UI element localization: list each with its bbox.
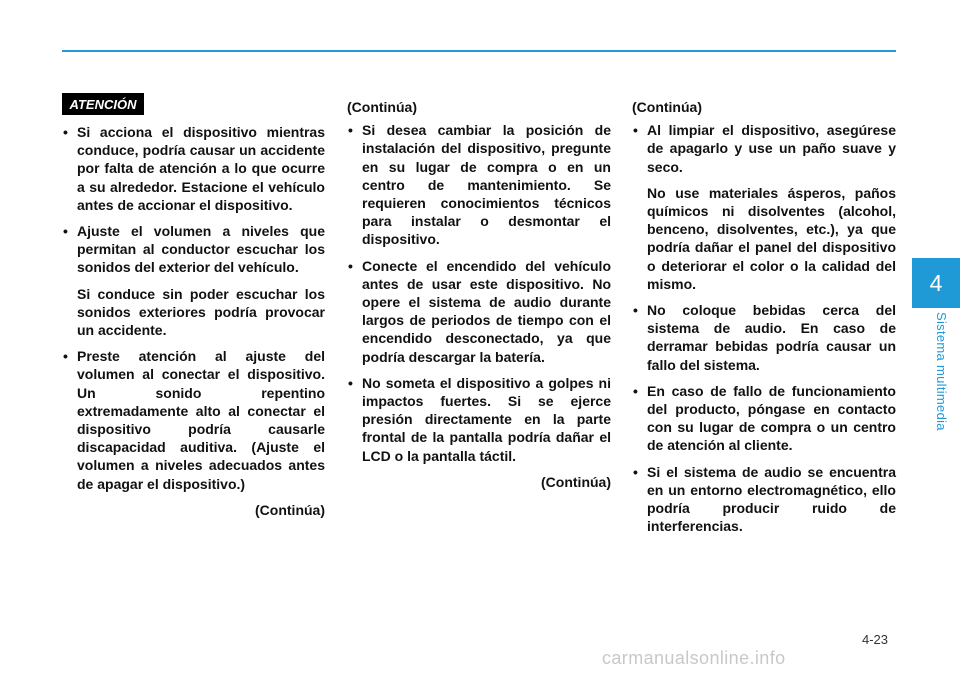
item-text: Si acciona el dispositivo mientras conduce, podría causar un accidente por falta de atención a lo que ocurre a su alrededor. Estacione el vehículo antes de accionar el dispositivo. (77, 124, 325, 213)
bullet-icon: • (633, 382, 638, 399)
continued-heading: (Continúa) (632, 99, 702, 115)
bullet-list (347, 121, 611, 465)
item-text: Ajuste el volumen a niveles que permitan al conductor escuchar los sonidos del exterior del vehículo. (77, 223, 325, 276)
item-text: Si el sistema de audio se encuentra en un entorno electromagnético, ello podría producir ruido de interferencias. (647, 463, 896, 535)
list-item (62, 347, 325, 493)
watermark: carmanualsonline.info (602, 648, 786, 668)
item-extra-text: No use materiales ásperos, paños químicos ni disolventes (alcohol, benceno, disolventes, etc.), ya que podría dañar el panel del dispositivo o deteriorar el color o la calidad del mismo. (647, 184, 896, 292)
chapter-number: 4 (929, 269, 943, 296)
column-1 (62, 123, 325, 519)
list-item (632, 121, 896, 293)
chapter-label: Sistema multimedia (934, 312, 949, 431)
bullet-icon: • (63, 348, 68, 365)
bullet-icon: • (63, 223, 68, 240)
bullet-icon: • (633, 122, 638, 139)
item-text: Preste atención al ajuste del volumen al conectar el dispositivo. Un sonido repentino extremadamente alto al conectar el dispositivo podría causarle discapacidad auditiva. (Ajuste el volumen a niveles adecuados antes de apagar el dispositivo.) (77, 348, 325, 492)
bullet-icon: • (633, 463, 638, 480)
list-item (632, 301, 896, 374)
page-number: 4-23 (862, 632, 889, 647)
list-item (632, 382, 896, 455)
list-item (347, 257, 611, 366)
bullet-icon: • (63, 124, 68, 140)
bullet-icon: • (348, 122, 353, 139)
column-2 (347, 98, 611, 491)
bullet-list (632, 121, 896, 535)
bullet-icon: • (348, 374, 353, 391)
header-rule (62, 50, 896, 52)
item-extra-text: Si conduce sin poder escuchar los sonidos exteriores podría provocar un accidente. (77, 285, 325, 339)
item-text: Si desea cambiar la posición de instalación del dispositivo, pregunte en su lugar de compra o en un centro de mantenimiento. Se requieren conocimientos técnicos para instalar o desmontar el dispositivo. (362, 122, 611, 248)
bullet-icon: • (348, 257, 353, 274)
item-text: Al limpiar el dispositivo, asegúrese de apagarlo y use un paño suave y seco. (647, 122, 896, 175)
list-item (632, 463, 896, 536)
bullet-list (62, 123, 325, 493)
continued-label: (Continúa) (255, 501, 325, 518)
item-text: En caso de fallo de funcionamiento del producto, póngase en contacto con su lugar de compra o un centro de atención al cliente. (647, 382, 896, 454)
caution-label: ATENCIÓN (62, 93, 144, 115)
item-text: Conecte el encendido del vehículo antes de usar este dispositivo. No opere el sistema de audio durante largos de periodos de tiempo con el encendido desconectado, ya que podría descargar la batería. (362, 257, 611, 365)
item-text: No someta el dispositivo a golpes ni impactos fuertes. Si se ejerce presión directamente en la parte frontal de la pantalla podría dañar el LCD o la pantalla táctil. (362, 374, 611, 464)
list-item (347, 121, 611, 248)
chapter-tab[interactable] (912, 258, 960, 308)
list-item (347, 374, 611, 465)
list-item (62, 123, 325, 214)
column-3 (632, 98, 896, 543)
bullet-icon: • (633, 302, 638, 319)
item-text: No coloque bebidas cerca del sistema de audio. En caso de derramar bebidas podría causar un fallo del sistema. (647, 302, 896, 373)
continued-heading: (Continúa) (347, 99, 417, 115)
list-item (62, 222, 325, 339)
continued-label: (Continúa) (541, 473, 611, 490)
